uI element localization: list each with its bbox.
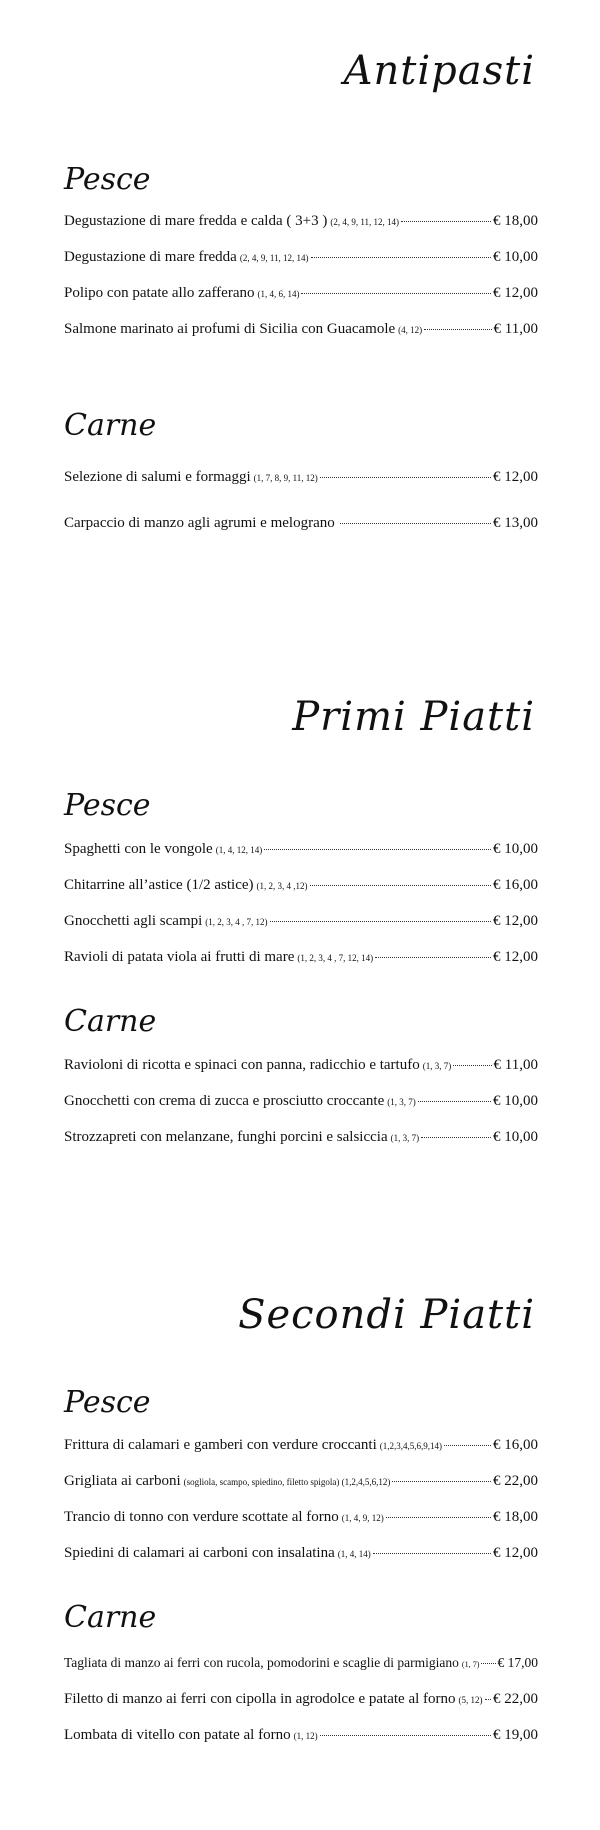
item-price: € 13,00 <box>493 515 538 531</box>
dot-leader <box>485 1699 491 1700</box>
menu-item <box>64 514 538 532</box>
item-allergens: (4, 12) <box>398 325 423 335</box>
menu-item <box>64 1056 538 1075</box>
item-price: € 22,00 <box>493 1691 538 1707</box>
item-price: € 18,00 <box>493 213 538 229</box>
item-price: € 10,00 <box>493 1093 538 1109</box>
item-name: Ravioloni di ricotta e spinaci con panna, radicchio e tartufo <box>64 1057 420 1073</box>
item-name: Spiedini di calamari ai carboni con insalatina <box>64 1545 335 1561</box>
item-name: Chitarrine all’astice (1/2 astice) <box>64 877 254 893</box>
item-name: Lombata di vitello con patate al forno <box>64 1727 291 1743</box>
menu-item <box>64 1654 538 1674</box>
item-allergens: (2, 4, 9, 11, 12, 14) <box>239 253 309 263</box>
dot-leader <box>264 849 491 850</box>
item-price: € 12,00 <box>493 949 538 965</box>
primi-piatti-title: Primi Piatti <box>292 694 535 740</box>
dot-leader <box>373 1553 491 1554</box>
item-allergens: (2, 4, 9, 11, 12, 14) <box>330 217 400 227</box>
primi-pesce-heading: Pesce <box>64 788 151 823</box>
item-price: € 10,00 <box>493 249 538 265</box>
menu-item <box>64 1726 538 1745</box>
dot-leader <box>386 1517 491 1518</box>
item-name: Trancio di tonno con verdure scottate al forno <box>64 1509 339 1525</box>
dot-leader <box>421 1137 491 1138</box>
antipasti-pesce-heading: Pesce <box>64 162 151 197</box>
menu-item <box>64 320 538 339</box>
menu-item <box>64 1472 538 1491</box>
antipasti-carne-heading: Carne <box>64 408 157 443</box>
item-name: Ravioli di patata viola ai frutti di mare <box>64 949 295 965</box>
item-allergens: (1, 3, 7) <box>387 1097 416 1107</box>
menu-item <box>64 1544 538 1563</box>
item-allergens: (1, 4, 14) <box>337 1549 371 1559</box>
item-name: Carpaccio di manzo agli agrumi e melograno <box>64 515 335 531</box>
secondi-carne-heading: Carne <box>64 1600 157 1635</box>
item-price: € 17,00 <box>497 1655 538 1670</box>
menu-item <box>64 1690 538 1709</box>
menu-item <box>64 876 538 895</box>
dot-leader <box>392 1481 491 1482</box>
dot-leader <box>311 257 491 258</box>
secondi-piatti-title: Secondi Piatti <box>238 1292 535 1338</box>
menu-item <box>64 1436 538 1455</box>
item-allergens: (1, 2, 3, 4 ,12) <box>256 881 308 891</box>
item-price: € 16,00 <box>493 1437 538 1453</box>
menu-item <box>64 1508 538 1527</box>
dot-leader <box>375 957 491 958</box>
item-name: Spaghetti con le vongole <box>64 841 213 857</box>
item-allergens: (1, 4, 12, 14) <box>215 845 263 855</box>
item-price: € 12,00 <box>493 913 538 929</box>
dot-leader <box>340 523 491 524</box>
item-allergens: (1, 2, 3, 4 , 7, 12, 14) <box>297 953 374 963</box>
dot-leader <box>301 293 491 294</box>
item-allergens: (5, 12) <box>458 1695 483 1705</box>
item-name: Tagliata di manzo ai ferri con rucola, pomodorini e scaglie di parmigiano <box>64 1655 459 1670</box>
item-name: Grigliata ai carboni <box>64 1473 181 1489</box>
menu-item <box>64 948 538 967</box>
item-allergens: (1, 3, 7) <box>422 1061 452 1071</box>
menu-item <box>64 212 538 231</box>
item-name: Degustazione di mare fredda e calda ( 3+3 ) <box>64 213 328 229</box>
item-price: € 10,00 <box>493 1129 538 1145</box>
item-allergens: (1, 3, 7) <box>390 1133 420 1143</box>
dot-leader <box>320 477 491 478</box>
item-name: Filetto di manzo ai ferri con cipolla in agrodolce e patate al forno <box>64 1691 456 1707</box>
item-name: Selezione di salumi e formaggi <box>64 469 251 485</box>
item-price: € 18,00 <box>493 1509 538 1525</box>
primi-carne-heading: Carne <box>64 1004 157 1039</box>
dot-leader <box>453 1065 491 1066</box>
item-name: Gnocchetti agli scampi <box>64 913 203 929</box>
item-name: Polipo con patate allo zafferano <box>64 285 255 301</box>
item-allergens: (1, 7, 8, 9, 11, 12) <box>253 473 318 483</box>
dot-leader <box>320 1735 491 1736</box>
dot-leader <box>270 921 491 922</box>
dot-leader <box>481 1663 495 1664</box>
item-allergens: (sogliola, scampo, spiedino, filetto spigola) (1,2,4,5,6,12) <box>183 1477 391 1487</box>
dot-leader <box>401 221 491 222</box>
menu-item <box>64 468 538 487</box>
item-allergens: (1, 4, 9, 12) <box>341 1513 384 1523</box>
menu-item <box>64 1128 538 1147</box>
item-price: € 16,00 <box>493 877 538 893</box>
item-name: Degustazione di mare fredda <box>64 249 237 265</box>
item-name: Gnocchetti con crema di zucca e prosciutto croccante <box>64 1093 385 1109</box>
item-allergens: (1, 4, 6, 14) <box>257 289 300 299</box>
menu-item <box>64 1092 538 1111</box>
item-price: € 11,00 <box>493 1057 538 1073</box>
item-price: € 19,00 <box>493 1727 538 1743</box>
menu-item <box>64 284 538 303</box>
menu-item <box>64 840 538 859</box>
antipasti-title: Antipasti <box>343 48 535 94</box>
item-price: € 22,00 <box>493 1473 538 1489</box>
dot-leader <box>444 1445 491 1446</box>
item-price: € 11,00 <box>493 321 538 337</box>
item-price: € 12,00 <box>493 285 538 301</box>
item-price: € 12,00 <box>493 1545 538 1561</box>
item-price: € 10,00 <box>493 841 538 857</box>
item-name: Strozzapreti con melanzane, funghi porcini e salsiccia <box>64 1129 388 1145</box>
dot-leader <box>424 329 491 330</box>
secondi-pesce-heading: Pesce <box>64 1385 151 1420</box>
menu-item <box>64 248 538 267</box>
item-allergens: (1, 7) <box>461 1660 480 1669</box>
item-allergens: (1, 12) <box>293 1731 318 1741</box>
item-name: Salmone marinato ai profumi di Sicilia con Guacamole <box>64 321 396 337</box>
item-allergens: (1,2,3,4,5,6,9,14) <box>379 1441 443 1451</box>
item-price: € 12,00 <box>493 469 538 485</box>
item-allergens: (1, 2, 3, 4 , 7, 12) <box>205 917 268 927</box>
dot-leader <box>310 885 492 886</box>
item-name: Frittura di calamari e gamberi con verdure croccanti <box>64 1437 377 1453</box>
dot-leader <box>418 1101 491 1102</box>
menu-item <box>64 912 538 931</box>
